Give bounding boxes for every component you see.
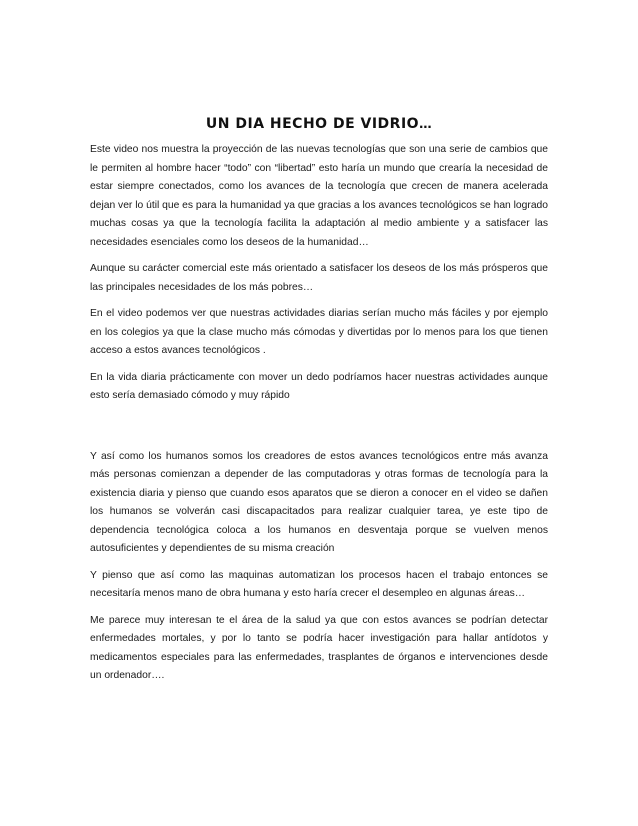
paragraph-7: Me parece muy interesan te el área de la salud ya que con estos avances se podrían detectar enfermedades mortales, y por lo tanto se podría hacer investigación para hallar antídotos y medicamentos especiales para las enfermedades, trasplantes de órganos e intervenciones desde un ordenador…. — [90, 614, 548, 681]
paragraph-5: Y así como los humanos somos los creadores de estos avances tecnológicos entre más avanza más personas comienzan a depender de las computadoras y otras formas de tecnología para la existencia diaria y pienso que cuando esos aparatos que se dieron a conocer en el video se dañen los humanos se volverán casi discapacitados para realizar cualquier tarea, ye este tipo de dependencia tecnológica coloca a los humanos en desventaja porque se vuelven menos autosuficientes y dependientes de su misma creación — [90, 450, 548, 554]
title-text: UN DIA HECHO DE VIDRIO — [205, 116, 420, 132]
paragraph-3: En el video podemos ver que nuestras actividades diarias serían mucho más fáciles y por ejemplo en los colegios ya que la clase mucho más cómodas y divertidas por lo menos para los que tienen acceso a estos avances tecnológicos . — [90, 308, 548, 356]
title-ellipsis: … — [419, 116, 433, 131]
document-title — [0, 116, 638, 132]
paragraph-6: Y pienso que así como las maquinas automatizan los procesos hacen el trabajo entonces se necesitaría menos mano de obra humana y esto haría crecer el desempleo en algunas áreas… — [90, 569, 548, 599]
paragraph-2: Aunque su carácter comercial este más orientado a satisfacer los deseos de los más prósperos que las principales necesidades de los más pobres… — [90, 263, 548, 293]
document-body — [90, 141, 548, 694]
paragraph-1: Este video nos muestra la proyección de las nuevas tecnologías que son una serie de cambios que le permiten al hombre hacer “todo” con “libertad” esto haría un mundo que crearía la necesidad de estar siempre conectados, como los avances de la tecnología que crecen de manera acelerada dejan ver lo útil que es para la humanidad ya que gracias a los avances tecnológicos se han logrado muchas cosas ya que la tecnología facilita la adaptación al medio ambiente y a satisfacer las necesidades esenciales como los deseos de la humanidad… — [90, 144, 548, 248]
paragraph-4: En la vida diaria prácticamente con mover un dedo podríamos hacer nuestras actividades aunque esto sería demasiado cómodo y muy rápido — [90, 371, 548, 401]
